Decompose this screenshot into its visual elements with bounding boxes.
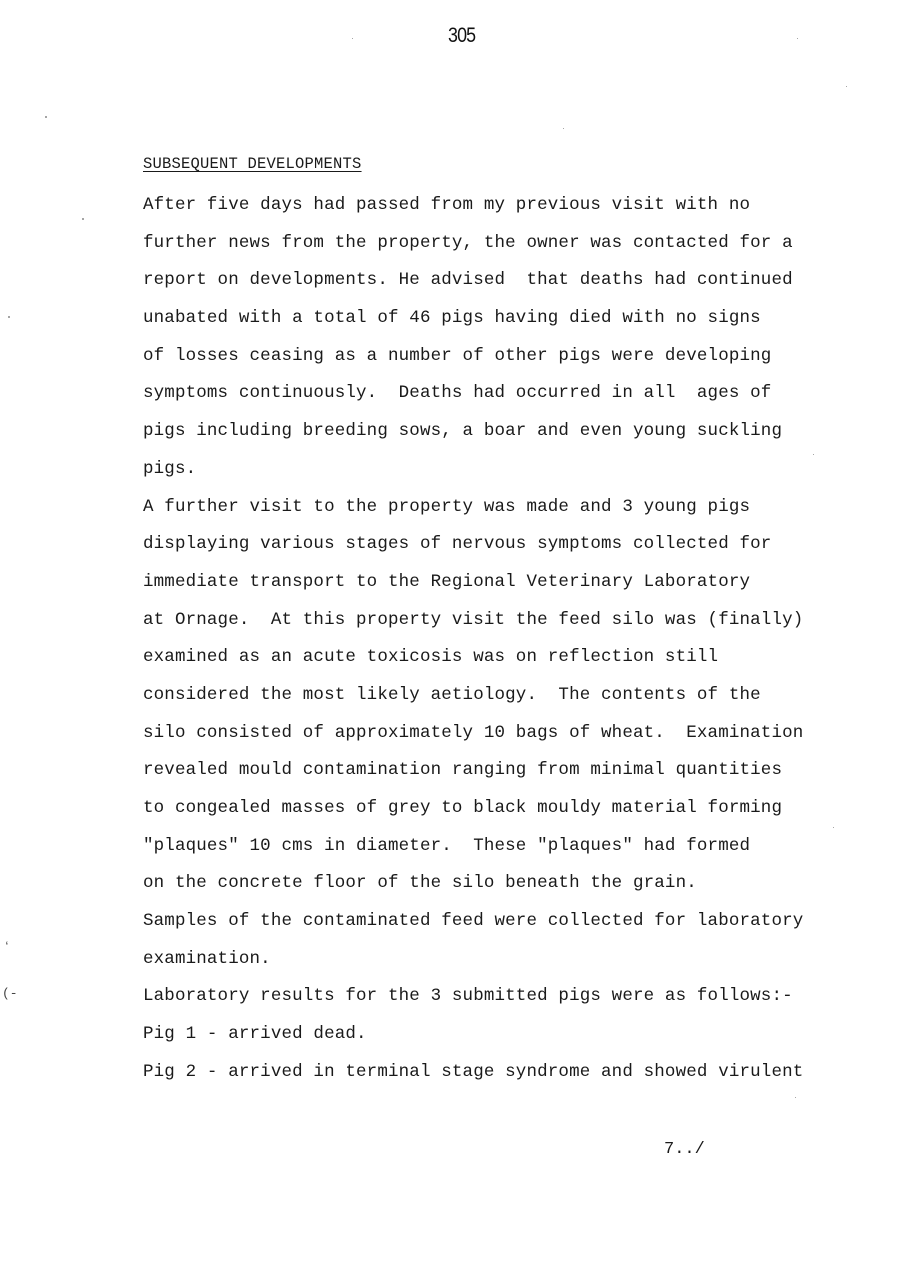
scan-speck: [833, 827, 834, 828]
text-line: symptoms continuously. Deaths had occurred in all ages of: [143, 383, 772, 404]
text-line: Laboratory results for the 3 submitted pigs were as follows:-: [143, 986, 793, 1007]
scan-speck: [795, 1097, 796, 1098]
text-line: on the concrete floor of the silo beneath the grain.: [143, 873, 697, 894]
text-line: displaying various stages of nervous symptoms collected for: [143, 534, 772, 555]
text-line: pigs including breeding sows, a boar and even young suckling: [143, 421, 783, 442]
text-line: After five days had passed from my previous visit with no: [143, 195, 751, 215]
text-line: Pig 2 - arrived in terminal stage syndrome and showed virulent: [143, 1061, 804, 1082]
body-text: [143, 193, 883, 1098]
text-line: revealed mould contamination ranging from minimal quantities: [143, 760, 783, 781]
margin-mark: (‐: [2, 986, 18, 1001]
text-line: A further visit to the property was made and 3 young pigs: [143, 496, 751, 517]
scan-speck: [45, 116, 47, 118]
scan-speck: [563, 128, 564, 129]
text-line: immediate transport to the Regional Veterinary Laboratory: [143, 571, 751, 592]
margin-mark: ʻ: [3, 940, 11, 955]
text-line: report on developments. He advised that deaths had continued: [143, 270, 793, 291]
page-number: 305: [448, 24, 476, 47]
scan-speck: [352, 38, 353, 39]
continuation-reference: 7../: [664, 1140, 705, 1159]
scan-speck: [813, 454, 814, 455]
text-line: of losses ceasing as a number of other pigs were developing: [143, 345, 772, 366]
text-line: Samples of the contaminated feed were collected for laboratory: [143, 911, 804, 932]
text-line: at Ornage. At this property visit the feed silo was (finally): [143, 609, 804, 630]
scan-speck: [82, 218, 84, 220]
text-line: considered the most likely aetiology. The contents of the: [143, 684, 761, 705]
text-line: to congealed masses of grey to black mouldy material forming: [143, 798, 783, 818]
text-line: further news from the property, the owner was contacted for a: [143, 232, 793, 253]
text-line: pigs.: [143, 458, 197, 479]
scan-speck: [8, 316, 10, 318]
scan-speck: [797, 38, 798, 39]
text-line: Pig 1 - arrived dead.: [143, 1024, 367, 1045]
section-heading: SUBSEQUENT DEVELOPMENTS: [143, 155, 362, 173]
text-line: unabated with a total of 46 pigs having died with no signs: [143, 308, 761, 329]
text-line: silo consisted of approximately 10 bags of wheat. Examination: [143, 722, 804, 743]
text-line: examined as an acute toxicosis was on reflection still: [143, 647, 719, 668]
scan-speck: [846, 86, 847, 87]
text-line: "plaques" 10 cms in diameter. These "plaques" had formed: [143, 835, 751, 856]
text-line: examination.: [143, 948, 271, 969]
